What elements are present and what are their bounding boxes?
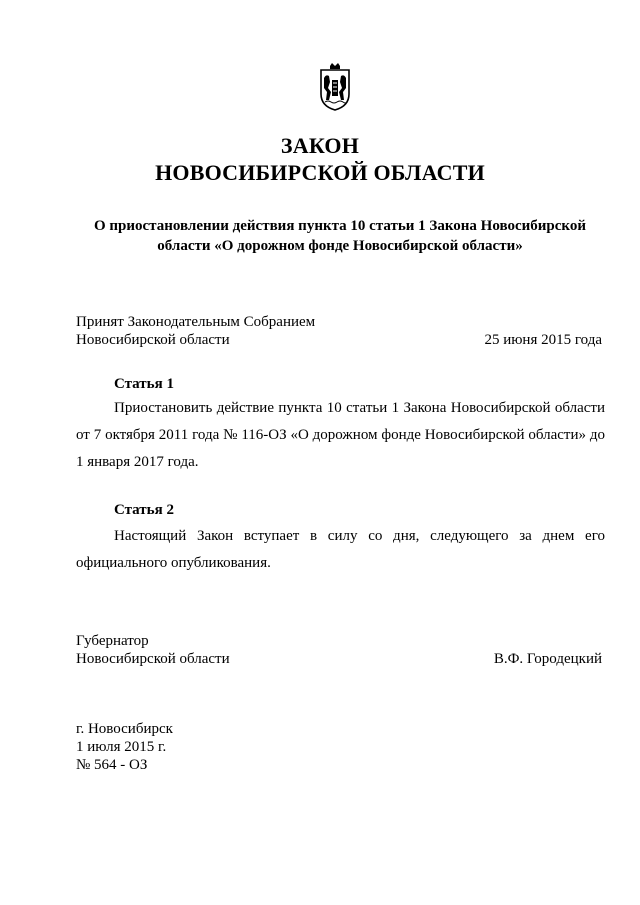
adoption-date: 25 июня 2015 года [484,332,602,348]
article-1-text: Приостановить действие пункта 10 статьи 1 Закона Новосибирской области от 7 октября 2011 года № 116-ОЗ «О дорожном фонде Новосибирской области» до 1 января 2017 года. [76,400,605,470]
adoption-line-1: Принят Законодательным Собранием [76,314,316,330]
signatory-position-2: Новосибирской области [76,651,230,667]
article-2-text: Настоящий Закон вступает в силу со дня, следующего за днем его официального опубликования. [76,528,605,571]
signatory-name: В.Ф. Городецкий [493,651,602,667]
document-title-region: НОВОСИБИРСКОЙ ОБЛАСТИ [155,160,485,185]
footer-law-number: № 564 - ОЗ [76,757,148,773]
adoption-line-2: Новосибирской области [76,332,230,348]
article-1-heading: Статья 1 [114,376,174,392]
law-subject: О приостановлении действия пункта 10 статьи 1 Закона Новосибирской области «О дорожном фонде Новосибирской области» [93,218,587,254]
footer-city: г. Новосибирск [76,721,173,737]
signatory-position-1: Губернатор [76,633,149,649]
coat-of-arms-icon [315,62,355,112]
document-title: ЗАКОН [280,133,360,158]
footer-date: 1 июля 2015 г. [76,739,167,755]
article-2-heading: Статья 2 [114,502,174,518]
